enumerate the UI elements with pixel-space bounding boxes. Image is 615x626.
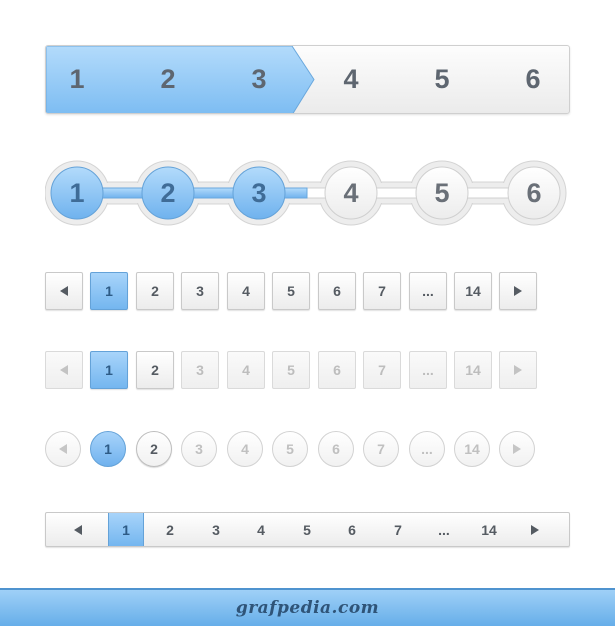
page-button-4[interactable] [227, 351, 265, 389]
bubble-step-6-label: 6 [526, 177, 542, 208]
page-label: ... [438, 521, 450, 538]
step-1-label: 1 [69, 64, 85, 94]
bubble-step-1-label: 1 [69, 177, 85, 208]
page-button-4[interactable] [227, 431, 263, 467]
page-ellipsis[interactable] [409, 431, 445, 467]
square-pager-dim [45, 351, 535, 387]
triangle-right-icon [531, 525, 539, 535]
page-label: 6 [333, 362, 341, 378]
bubble-step-2[interactable] [143, 168, 193, 218]
next-button[interactable] [499, 351, 537, 389]
page-label: 6 [333, 283, 341, 299]
step-progress-fill [46, 46, 570, 114]
page-label: 2 [151, 362, 159, 378]
page-label: 5 [286, 441, 294, 457]
bubble-step-4-label: 4 [343, 177, 359, 208]
next-button[interactable] [499, 431, 535, 467]
page-label: 2 [166, 521, 174, 538]
step-3-label: 3 [251, 64, 267, 94]
triangle-left-icon [59, 444, 67, 454]
page-button-7[interactable] [363, 351, 401, 389]
page-button-14[interactable] [454, 272, 492, 310]
page-button-7[interactable] [363, 272, 401, 310]
page-label: 2 [150, 441, 158, 457]
page-label: 6 [348, 521, 356, 538]
prev-button[interactable] [45, 431, 81, 467]
page-button-5[interactable] [290, 513, 324, 546]
page-label: 14 [465, 283, 481, 299]
page-label: 1 [104, 441, 112, 457]
page-button-1[interactable] [90, 351, 128, 389]
bubble-step-1[interactable] [52, 168, 102, 218]
page-ellipsis[interactable] [427, 513, 461, 546]
step-6[interactable] [503, 46, 563, 113]
next-button[interactable] [518, 513, 552, 546]
page-label: 5 [287, 362, 295, 378]
page-label: 3 [195, 441, 203, 457]
page-button-6[interactable] [318, 351, 356, 389]
page-label: 7 [378, 283, 386, 299]
bubble-stepper-track [45, 158, 570, 228]
page-button-3[interactable] [181, 272, 219, 310]
page-button-14[interactable] [454, 431, 490, 467]
bubble-step-5[interactable] [417, 168, 467, 218]
footer-brand: grafpedia.com [235, 598, 380, 618]
step-4-label: 4 [343, 64, 359, 94]
page-button-5[interactable] [272, 351, 310, 389]
step-3[interactable] [229, 46, 289, 113]
page-button-6[interactable] [318, 431, 354, 467]
page-button-1[interactable] [90, 431, 126, 467]
page-button-4[interactable] [227, 272, 265, 310]
page-button-3[interactable] [181, 351, 219, 389]
page-label: ... [422, 283, 434, 299]
page-label: 1 [105, 283, 113, 299]
page-button-7[interactable] [363, 431, 399, 467]
bubble-stepper [45, 158, 570, 228]
page-label: 7 [377, 441, 385, 457]
bubble-step-2-label: 2 [160, 177, 176, 208]
page-button-1[interactable] [90, 272, 128, 310]
page-label: 3 [212, 521, 220, 538]
footer-banner [0, 588, 615, 626]
page-label: 5 [303, 521, 311, 538]
triangle-right-icon [513, 444, 521, 454]
bar-pager [45, 512, 570, 547]
page-ellipsis[interactable] [409, 272, 447, 310]
page-label: 3 [196, 362, 204, 378]
page-label: 3 [196, 283, 204, 299]
square-pager [45, 272, 535, 308]
bubble-step-4[interactable] [326, 168, 376, 218]
page-button-6[interactable] [318, 272, 356, 310]
page-button-14[interactable] [472, 513, 506, 546]
page-button-2[interactable] [136, 351, 174, 389]
page-ellipsis[interactable] [409, 351, 447, 389]
page-label: 7 [378, 362, 386, 378]
page-label: 7 [394, 521, 402, 538]
triangle-left-icon [74, 525, 82, 535]
bubble-step-3[interactable] [234, 168, 284, 218]
bubble-step-3-label: 3 [251, 177, 267, 208]
page-label: 14 [464, 441, 480, 457]
prev-button[interactable] [45, 272, 83, 310]
page-label: 4 [242, 362, 250, 378]
step-2-label: 2 [160, 64, 176, 94]
page-button-5[interactable] [272, 431, 308, 467]
circle-pager [45, 431, 535, 467]
page-button-2[interactable] [136, 431, 172, 467]
page-button-7[interactable] [381, 513, 415, 546]
page-button-2[interactable] [153, 513, 187, 546]
prev-button[interactable] [61, 513, 95, 546]
page-label: 14 [465, 362, 481, 378]
step-6-label: 6 [525, 64, 541, 94]
page-label: ... [422, 362, 434, 378]
page-label: 6 [332, 441, 340, 457]
triangle-right-icon [514, 365, 522, 375]
page-label: 1 [122, 521, 130, 538]
step-5-label: 5 [434, 64, 450, 94]
page-label: 4 [257, 521, 265, 538]
page-label: 2 [151, 283, 159, 299]
step-1[interactable] [47, 46, 107, 113]
page-label: 5 [287, 283, 295, 299]
step-2[interactable] [138, 46, 198, 113]
triangle-left-icon [60, 365, 68, 375]
page-button-2[interactable] [136, 272, 174, 310]
page-button-1[interactable] [108, 513, 144, 546]
page-label: ... [421, 441, 433, 457]
next-button[interactable] [499, 272, 537, 310]
page-label: 1 [105, 362, 113, 378]
page-button-4[interactable] [244, 513, 278, 546]
page-button-14[interactable] [454, 351, 492, 389]
bubble-step-6[interactable] [509, 168, 559, 218]
page-button-6[interactable] [335, 513, 369, 546]
page-label: 4 [241, 441, 249, 457]
page-button-3[interactable] [199, 513, 233, 546]
step-5[interactable] [412, 46, 472, 113]
step-progress-bar [45, 45, 570, 114]
page-button-5[interactable] [272, 272, 310, 310]
step-4[interactable] [321, 46, 381, 113]
page-label: 14 [481, 521, 497, 538]
triangle-left-icon [60, 286, 68, 296]
page-button-3[interactable] [181, 431, 217, 467]
prev-button[interactable] [45, 351, 83, 389]
triangle-right-icon [514, 286, 522, 296]
bubble-step-5-label: 5 [434, 177, 450, 208]
page-label: 4 [242, 283, 250, 299]
